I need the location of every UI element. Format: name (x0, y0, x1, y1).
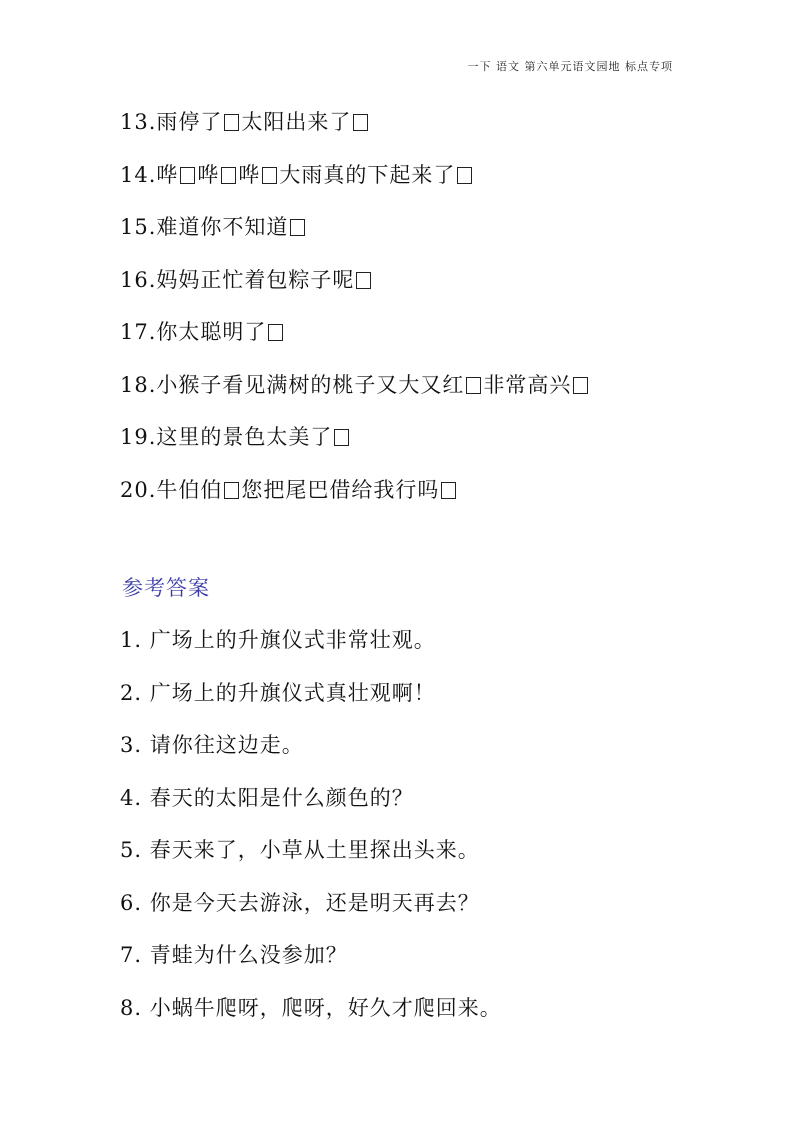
answers-heading: 参考答案 (122, 576, 210, 600)
blank-box (457, 167, 472, 184)
question-number: 16. (120, 267, 157, 292)
blank-box (221, 167, 236, 184)
question-16 (120, 260, 720, 313)
question-text: 难道你不知道 (156, 215, 289, 239)
blank-box (180, 167, 195, 184)
question-20 (120, 470, 720, 523)
answer-item: 1. 广场上的升旗仪式非常壮观。 (120, 628, 436, 652)
question-number: 13. (120, 110, 157, 134)
question-number: 14. (120, 162, 157, 187)
question-14 (120, 155, 720, 208)
question-18 (120, 365, 720, 418)
answer-item: 2. 广场上的升旗仪式真壮观啊！ (120, 680, 436, 705)
question-number: 17. (120, 320, 157, 344)
question-text: 哗 (238, 162, 261, 187)
blank-box (356, 272, 371, 289)
blank-box (224, 114, 239, 131)
answer-list (120, 620, 720, 1040)
blank-box (573, 377, 588, 394)
blank-box (441, 482, 456, 499)
blank-box (334, 429, 349, 446)
answer-item: 5. 春天来了，小草从土里探出头来。 (120, 838, 480, 862)
blank-box (268, 324, 283, 341)
question-text: 哗 (197, 162, 220, 187)
question-19 (120, 417, 720, 470)
question-number: 20. (120, 477, 157, 502)
blank-box (353, 114, 368, 131)
answer-item: 8. 小蜗牛爬呀，爬呀，好久才爬回来。 (120, 995, 502, 1020)
question-number: 15. (120, 215, 157, 239)
blank-box (290, 219, 305, 236)
question-text: 太阳出来了 (241, 110, 352, 134)
question-text: 这里的景色太美了 (156, 425, 333, 449)
answer-item: 6. 你是今天去游泳，还是明天再去？ (120, 890, 480, 915)
question-number: 19. (120, 425, 157, 449)
question-text: 您把尾巴借给我行吗 (241, 477, 440, 502)
question-15 (120, 207, 720, 260)
question-text: 你太聪明了 (156, 320, 267, 344)
page-header: 一下 语文 第六单元语文园地 标点专项 (467, 60, 673, 73)
question-text: 雨停了 (156, 110, 223, 134)
question-13 (120, 102, 720, 155)
question-text: 小猴子看见满树的桃子又大又红 (156, 372, 465, 397)
question-text: 牛伯伯 (156, 477, 223, 502)
question-text: 妈妈正忙着包粽子呢 (156, 267, 355, 292)
blank-box (262, 167, 277, 184)
blank-box (466, 377, 481, 394)
answer-item: 3. 请你往这边走。 (120, 733, 304, 757)
question-text: 大雨真的下起来了 (279, 162, 456, 187)
answer-item: 7. 青蛙为什么没参加？ (120, 943, 348, 967)
question-number: 18. (120, 372, 157, 397)
blank-box (224, 482, 239, 499)
question-text: 非常高兴 (483, 372, 572, 397)
answer-item: 4. 春天的太阳是什么颜色的？ (120, 785, 414, 810)
question-list (120, 102, 720, 522)
question-17 (120, 312, 720, 365)
question-text: 哗 (156, 162, 179, 187)
